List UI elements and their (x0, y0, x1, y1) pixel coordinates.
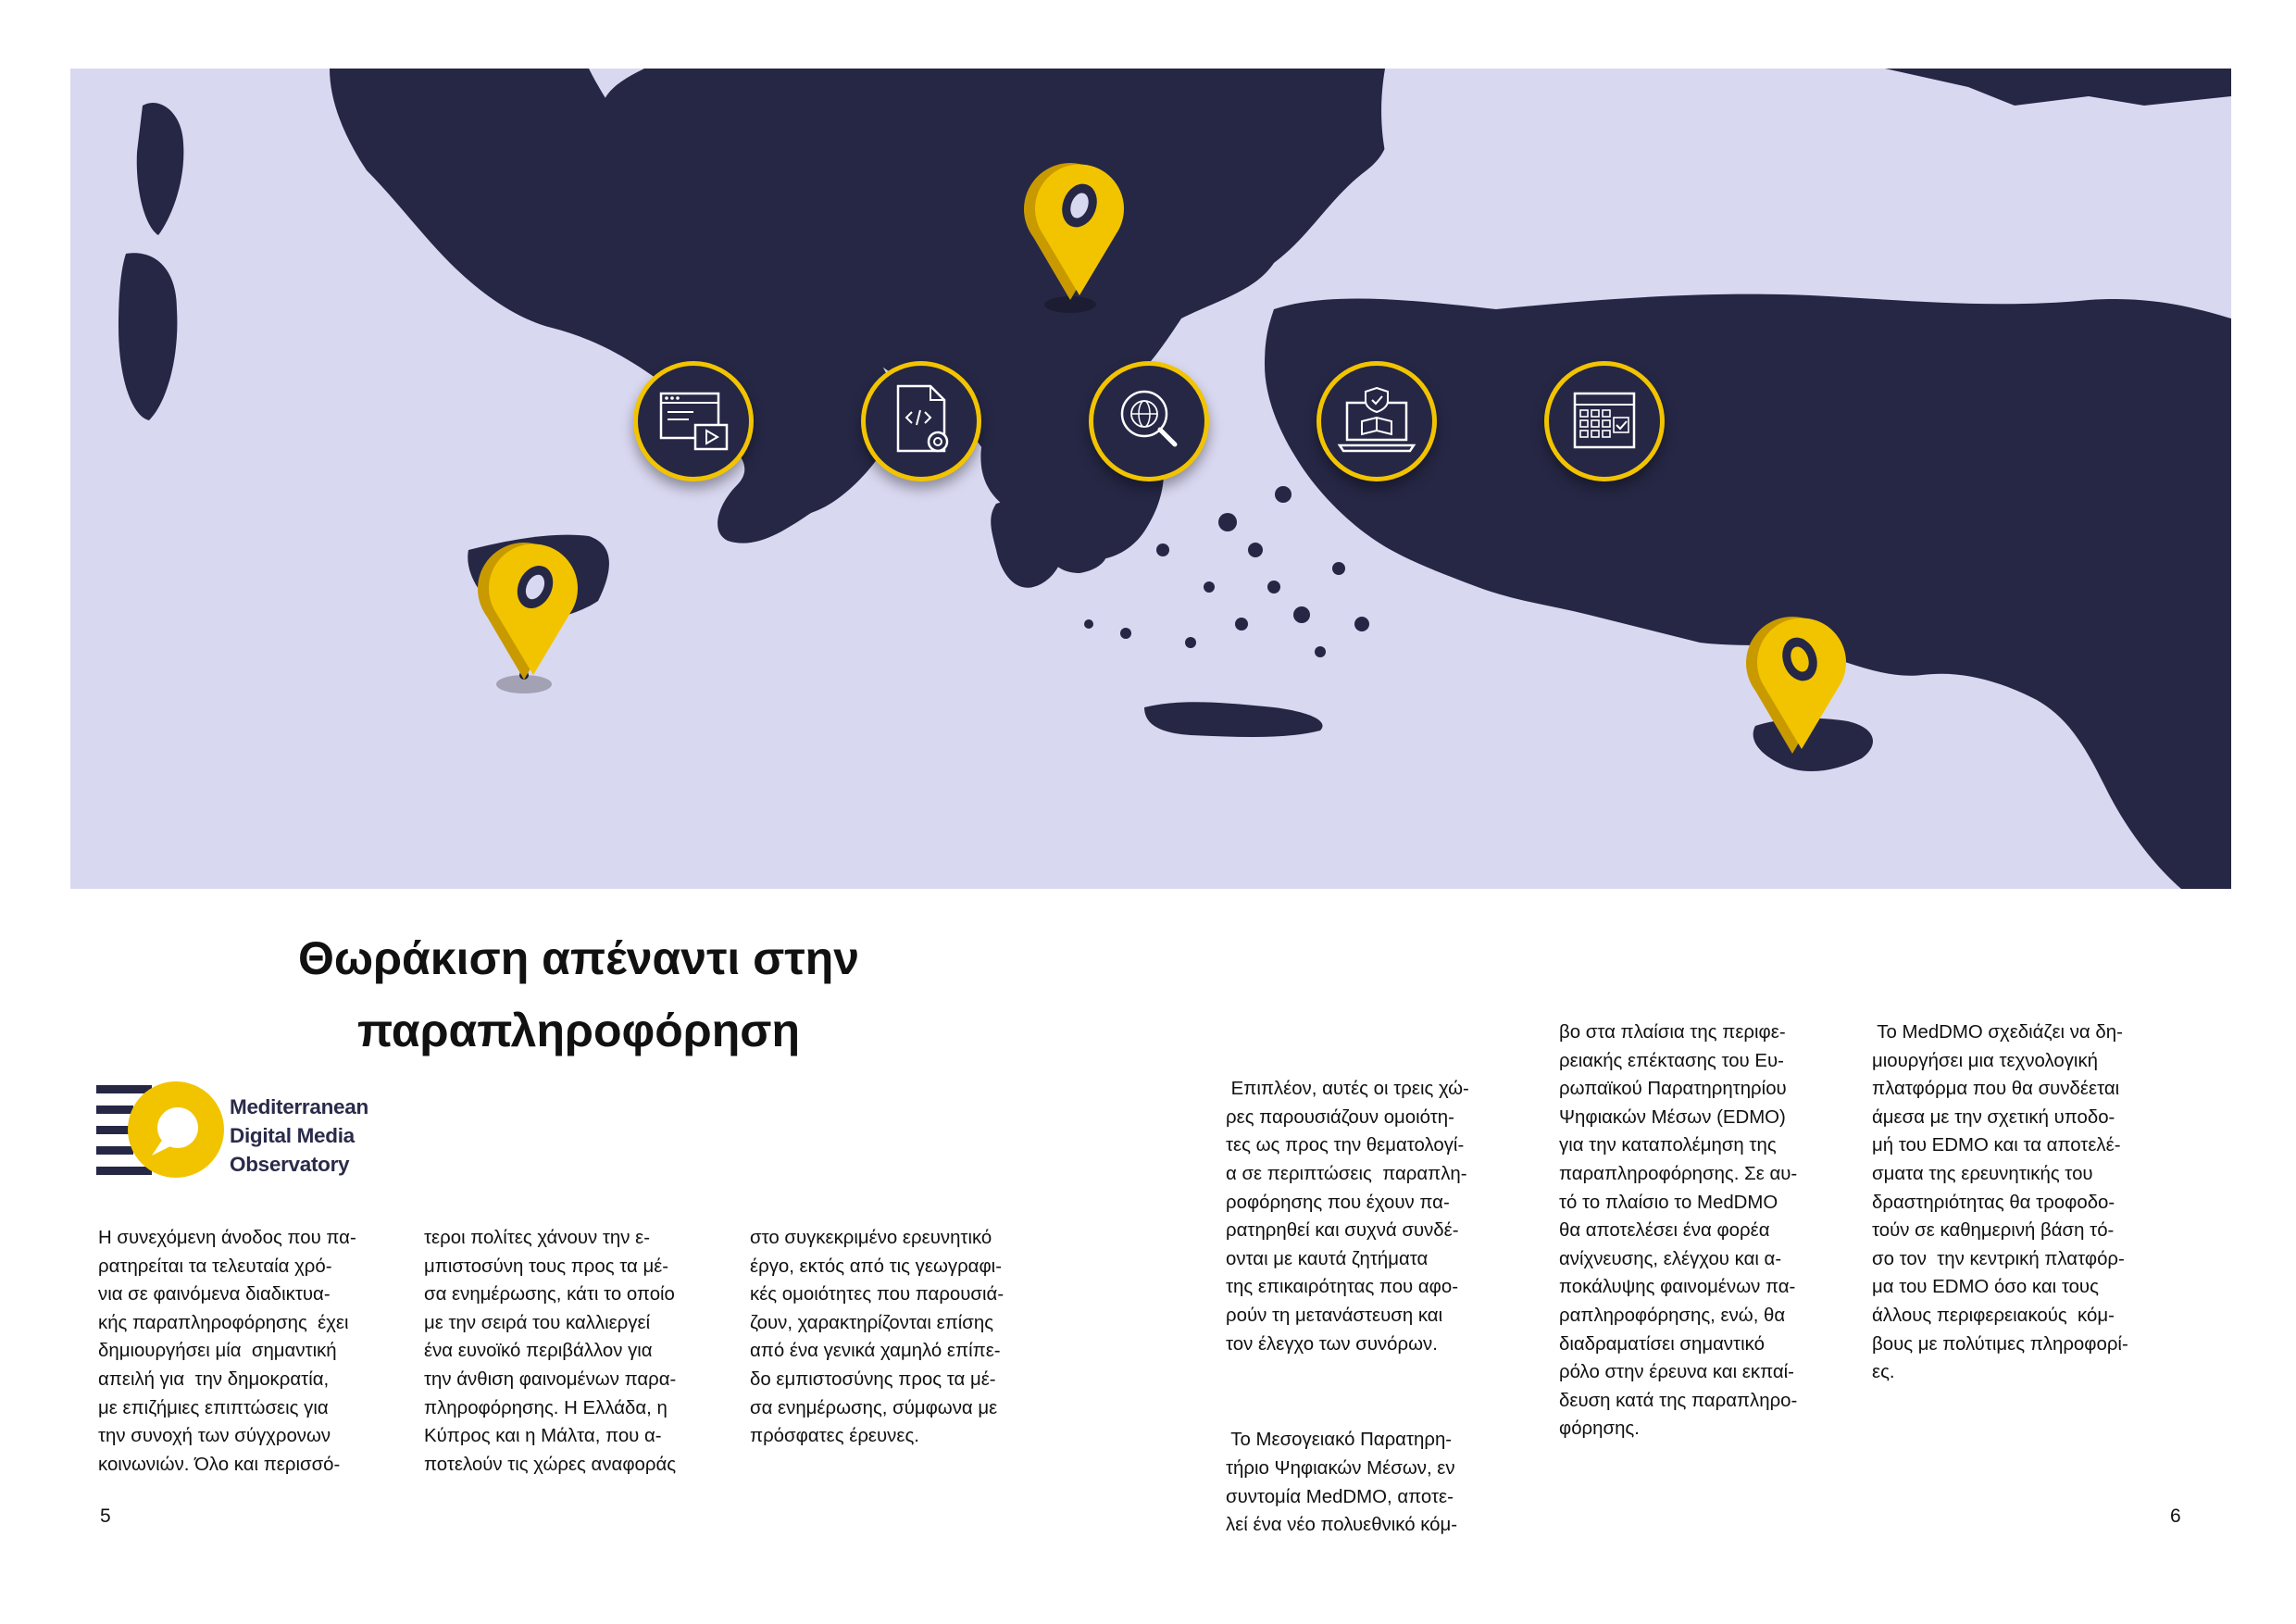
page-title-line-1: Θωράκιση απέναντι στην (297, 932, 860, 984)
text-column-3: στο συγκεκριμένο ερευνητικό έργο, εκτός από τις γεωγραφι- κές ομοιότητες που παρουσιά- ζουν, χαρακτηρίζονται επίσης από ένα γενικά χαμηλό επίπε- δο εμπιστοσύνης προς τα μέ- σα ενημέρωσης, σύμφωνα με πρόσφατες έρευνες. (750, 1228, 1004, 1447)
meddmo-logo-mark (96, 1081, 226, 1183)
sea-black (1381, 69, 1996, 231)
land-sardinia (119, 253, 177, 420)
pin-greece-icon (1015, 152, 1135, 319)
meddmo-logo (96, 1081, 393, 1183)
land-crete (1144, 702, 1323, 737)
text-column-2: τεροι πολίτες χάνουν την ε- μπιστοσύνη τους προς τα μέ- σα ενημέρωσης, κάτι το οποίο με την σειρά του καλλιεργεί ένα ευνοϊκό περιβάλλον για την άνθιση φαινομένων παρα- πληροφόρησης. Η Ελλάδα, η Κύπρος και η Μάλτα, που α- ποτελούν τις χώρες αναφοράς (424, 1228, 677, 1475)
page-title (167, 922, 991, 1067)
pin-cyprus-icon (1737, 606, 1857, 772)
logo-text-line-1: Mediterranean (230, 1095, 368, 1118)
paragraph-4b: Το Μεσογειακό Παρατηρη- τήριο Ψηφιακών Μέσων, εν συντομία MedDMO, αποτε- λεί ένα νέο πολυεθνικό κόμ- (1226, 1430, 1458, 1536)
logo-text-line-3: Observatory (230, 1153, 350, 1176)
text-column-6: Το MedDMO σχεδιάζει να δη- μιουργήσει μια τεχνολογική πλατφόρμα που θα συνδέεται άμεσα με την σχετική υποδο- μή του EDMO και τα αποτελέ- σματα της ερευνητικής του δραστηριότητας θα τροφοδο- τούν σε καθημερινή βάση τό- σο τον την κεντρική πλατφόρ- μα του EDMO όσο και τους άλλους περιφερειακούς κόμ- βους με πολύτιμες πληροφορί- ες. (1872, 1022, 2128, 1383)
logo-text (230, 1093, 368, 1179)
hero-map (70, 69, 2231, 889)
text-column-1: Η συνεχόμενη άνοδος που πα- ρατηρείται τα τελευταία χρό- νια σε φαινόμενα διαδικτυα- κής παραπληροφόρησης έχει δημιουργήσει μία σημαντική απειλή για την δημοκρατία, με επιζήμιες επιπτώσεις για την συνοχή των σύγχρονων κοινωνιών. Όλο και περισσό- (98, 1228, 356, 1475)
paragraph-4a: Επιπλέον, αυτές οι τρεις χώ- ρες παρουσιάζουν ομοιότη- τες ως προς την θεματολογί- α σε περιπτώσεις παραπλη- ροφόρησης που έχουν πα- ρατηρηθεί και συχνά συνδέ- ονται με καυτά ζητήματα της επικαιρότητας που αφο- ρούν τη μετανάστευση και τον έλεγχο των συνόρων. (1226, 1079, 1469, 1355)
text-column-4 (1226, 1018, 1469, 1568)
logo-text-line-2: Digital Media (230, 1124, 355, 1147)
laptop-security-icon (1316, 361, 1437, 481)
text-column-5: βο στα πλαίσια της περιφε- ρειακής επέκτασης του Ευ- ρωπαϊκού Παρατηρητηρίου Ψηφιακών Μέσων (EDMO) για την καταπολέμηση της παραπληροφόρησης. Σε αυ- τό το πλαίσιο το MedDMO θα αποτελέσει ένα φορέα ανίχνευσης, ελέγχου και α- ποκάλυψης φαινομένων πα- ραπληροφόρησης, ενώ, θα διαδραματίσει σημαντικό ρόλο στην έρευνα και εκπαί- δευση κατά της παραπληρο- φόρησης. (1559, 1022, 1798, 1440)
calendar-icon (1544, 361, 1665, 481)
land-corsica (137, 103, 184, 235)
web-search-icon (1089, 361, 1209, 481)
pin-italy-icon (468, 531, 589, 698)
video-player-icon (633, 361, 754, 481)
page-title-line-2: παραπληροφόρηση (356, 1005, 801, 1056)
page-number-right: 6 (2170, 1505, 2181, 1527)
code-document-icon (861, 361, 981, 481)
page-number-left: 5 (100, 1505, 111, 1527)
